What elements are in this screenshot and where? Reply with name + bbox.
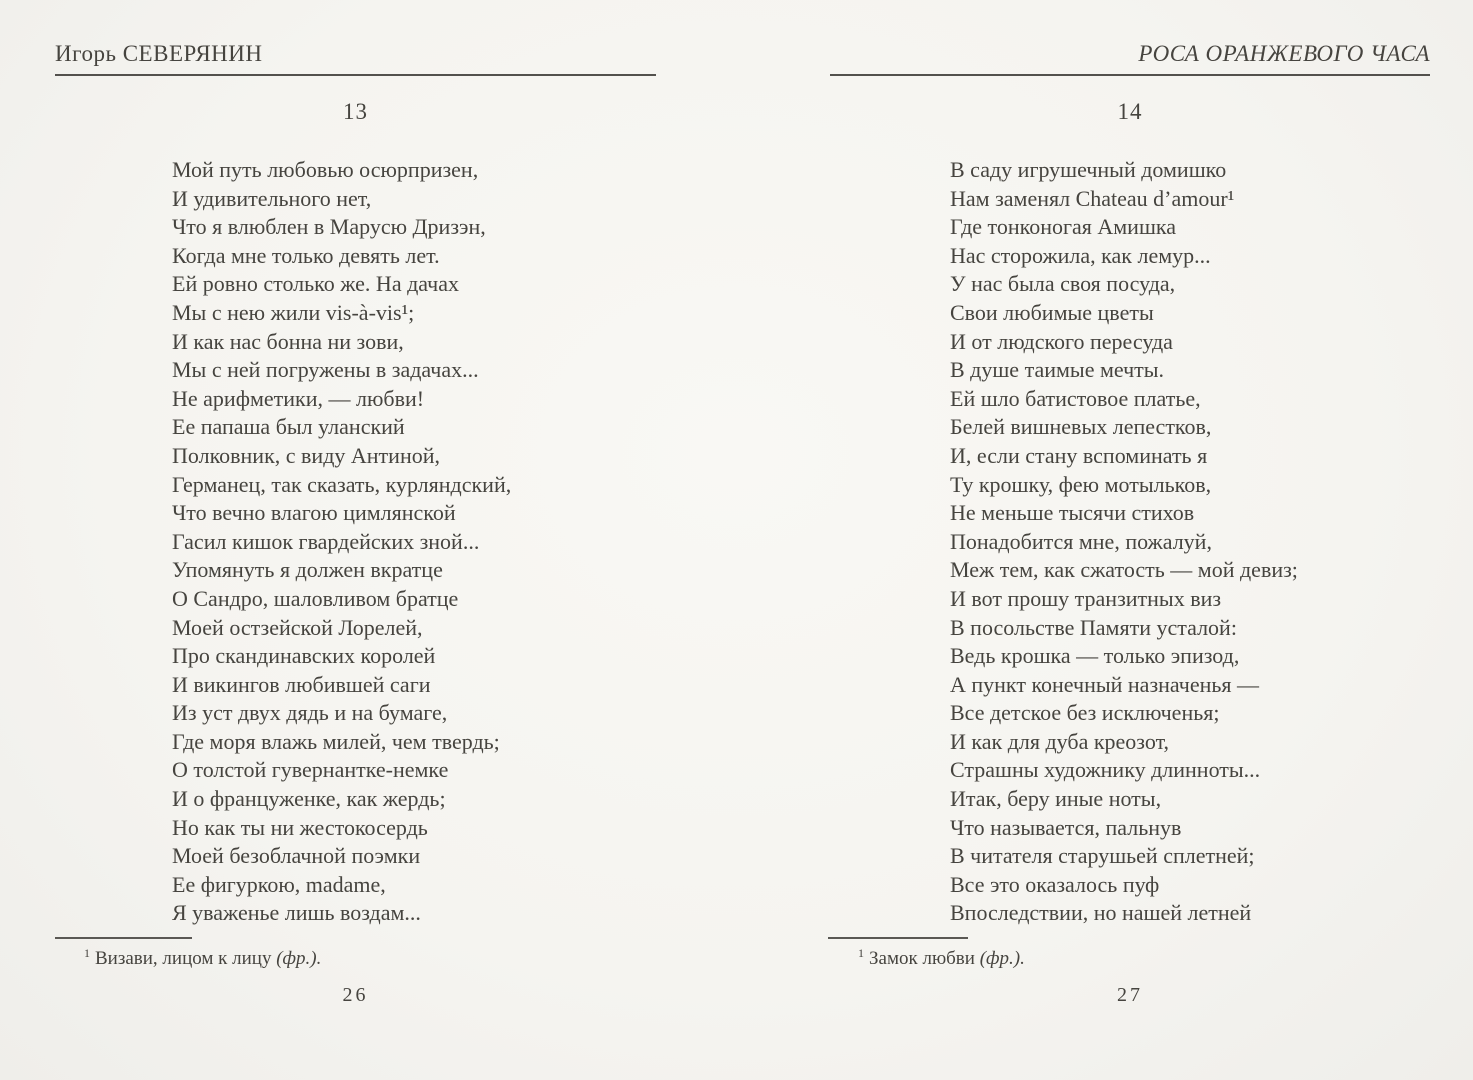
poem-line: Моей безоблачной поэмки: [172, 843, 421, 869]
poem-line: О Сандро, шаловливом братце: [172, 585, 459, 611]
poem-line: Я уваженье лишь воздам...: [172, 900, 421, 926]
poem-line: Ту крошку, фею мотыльков,: [950, 471, 1212, 497]
poem-line: И о француженке, как жердь;: [172, 786, 446, 812]
poem-line: Ее папаша был уланский: [172, 414, 405, 440]
poem-line: И викингов любившей саги: [172, 671, 431, 697]
footnote-marker: 1: [858, 945, 864, 960]
poem-line: Страшны художнику длинноты...: [950, 757, 1261, 783]
poem-line: В посольстве Памяти усталой:: [950, 614, 1237, 640]
poem-line: Из уст двух дядь и на бумаге,: [172, 700, 448, 726]
poem-line: Нам заменял Chateau d’amour¹: [950, 185, 1235, 211]
poem-line: Ей ровно столько же. На дачах: [172, 271, 459, 297]
header-rule: [55, 74, 656, 76]
footnote-marker: 1: [84, 945, 90, 960]
footnote: [858, 945, 1025, 970]
poem-line: И как для дуба креозот,: [950, 728, 1170, 754]
poem-line: Ее фигуркою, madame,: [172, 871, 386, 897]
poem-line: И как нас бонна ни зови,: [172, 328, 404, 354]
poem-line: А пункт конечный назначенья —: [950, 671, 1260, 697]
poem-line: Полковник, с виду Антиной,: [172, 442, 440, 468]
poem-line: Где тонконогая Амишка: [950, 214, 1177, 240]
poem-line: Когда мне только девять лет.: [172, 242, 440, 268]
right-page: [737, 0, 1473, 1080]
poem-number: 14: [1117, 99, 1143, 124]
poem-line: Белей вишневых лепестков,: [950, 414, 1212, 440]
poem-line: Свои любимые цветы: [950, 299, 1154, 325]
footnote-text: Визави, лицом к лицу: [95, 948, 272, 969]
poem-line: В душе таимые мечты.: [950, 357, 1165, 383]
poem-line: Понадобится мне, пожалуй,: [950, 528, 1212, 554]
poem-line: И вот прошу транзитных виз: [950, 585, 1222, 611]
poem-line: Меж тем, как сжатость — мой девиз;: [950, 557, 1298, 583]
poem-line: Германец, так сказать, курляндский,: [172, 471, 512, 497]
header-rule: [830, 74, 1430, 76]
poem-13: [172, 156, 511, 928]
footnote-text: Замок любви: [869, 948, 975, 969]
poem-line: Что называется, пальнув: [950, 814, 1182, 840]
left-page: [0, 0, 736, 1080]
poem-line: Мы с нею жили vis-à-vis¹;: [172, 299, 415, 325]
poem-line: И удивительного нет,: [172, 185, 372, 211]
footnote-language-note: (фр.).: [276, 948, 322, 969]
footnote-rule: [55, 937, 192, 939]
poem-line: Что вечно влагою цимлянской: [172, 500, 456, 526]
poem-line: Гасил кишок гвардейских зной...: [172, 528, 480, 554]
poem-line: Все это оказалось пуф: [950, 871, 1160, 897]
poem-line: Где моря влажь милей, чем твердь;: [172, 728, 500, 754]
poem-line: Ведь крошка — только эпизод,: [950, 643, 1240, 669]
poem-line: В саду игрушечный домишко: [950, 157, 1227, 182]
footnote-rule: [828, 937, 968, 939]
footnote: [84, 945, 322, 970]
running-head-book-title: РОСА ОРАНЖЕВОГО ЧАСА: [1138, 41, 1430, 66]
poem-line: Не арифметики, — любви!: [172, 385, 425, 411]
page-number: 26: [342, 984, 369, 1006]
poem-line: Упомянуть я должен вкратце: [172, 557, 443, 583]
footnote-language-note: (фр.).: [979, 948, 1025, 969]
poem-line: Итак, беру иные ноты,: [950, 786, 1162, 812]
poem-number: 13: [343, 99, 368, 124]
poem-line: Моей остзейской Лорелей,: [172, 614, 423, 640]
poem-line: И, если стану вспоминать я: [950, 442, 1208, 468]
poem-line: И от людского пересуда: [950, 328, 1173, 354]
poem-line: Ей шло батистовое платье,: [950, 385, 1201, 411]
poem-line: Что я влюблен в Марусю Дризэн,: [172, 214, 486, 240]
poem-line: Все детское без исключенья;: [950, 700, 1220, 726]
poem-line: Не меньше тысячи стихов: [950, 500, 1195, 526]
poem-line: Но как ты ни жестокосердь: [172, 814, 428, 840]
poem-line: У нас была своя посуда,: [950, 271, 1176, 297]
poem-line: Про скандинавских королей: [172, 643, 436, 669]
poem-line: Нас сторожила, как лемур...: [950, 242, 1211, 268]
poem-line: О толстой гувернантке-немке: [172, 757, 449, 783]
poem-line: Впоследствии, но нашей летней: [950, 900, 1252, 926]
poem-14: [950, 156, 1298, 928]
running-head-author: Игорь СЕВЕРЯНИН: [55, 41, 263, 66]
page-number: 27: [1117, 984, 1143, 1006]
poem-line: Мой путь любовью осюрпризен,: [172, 157, 479, 182]
poem-line: Мы с ней погружены в задачах...: [172, 357, 479, 383]
poem-line: В читателя старушьей сплетней;: [950, 843, 1255, 869]
